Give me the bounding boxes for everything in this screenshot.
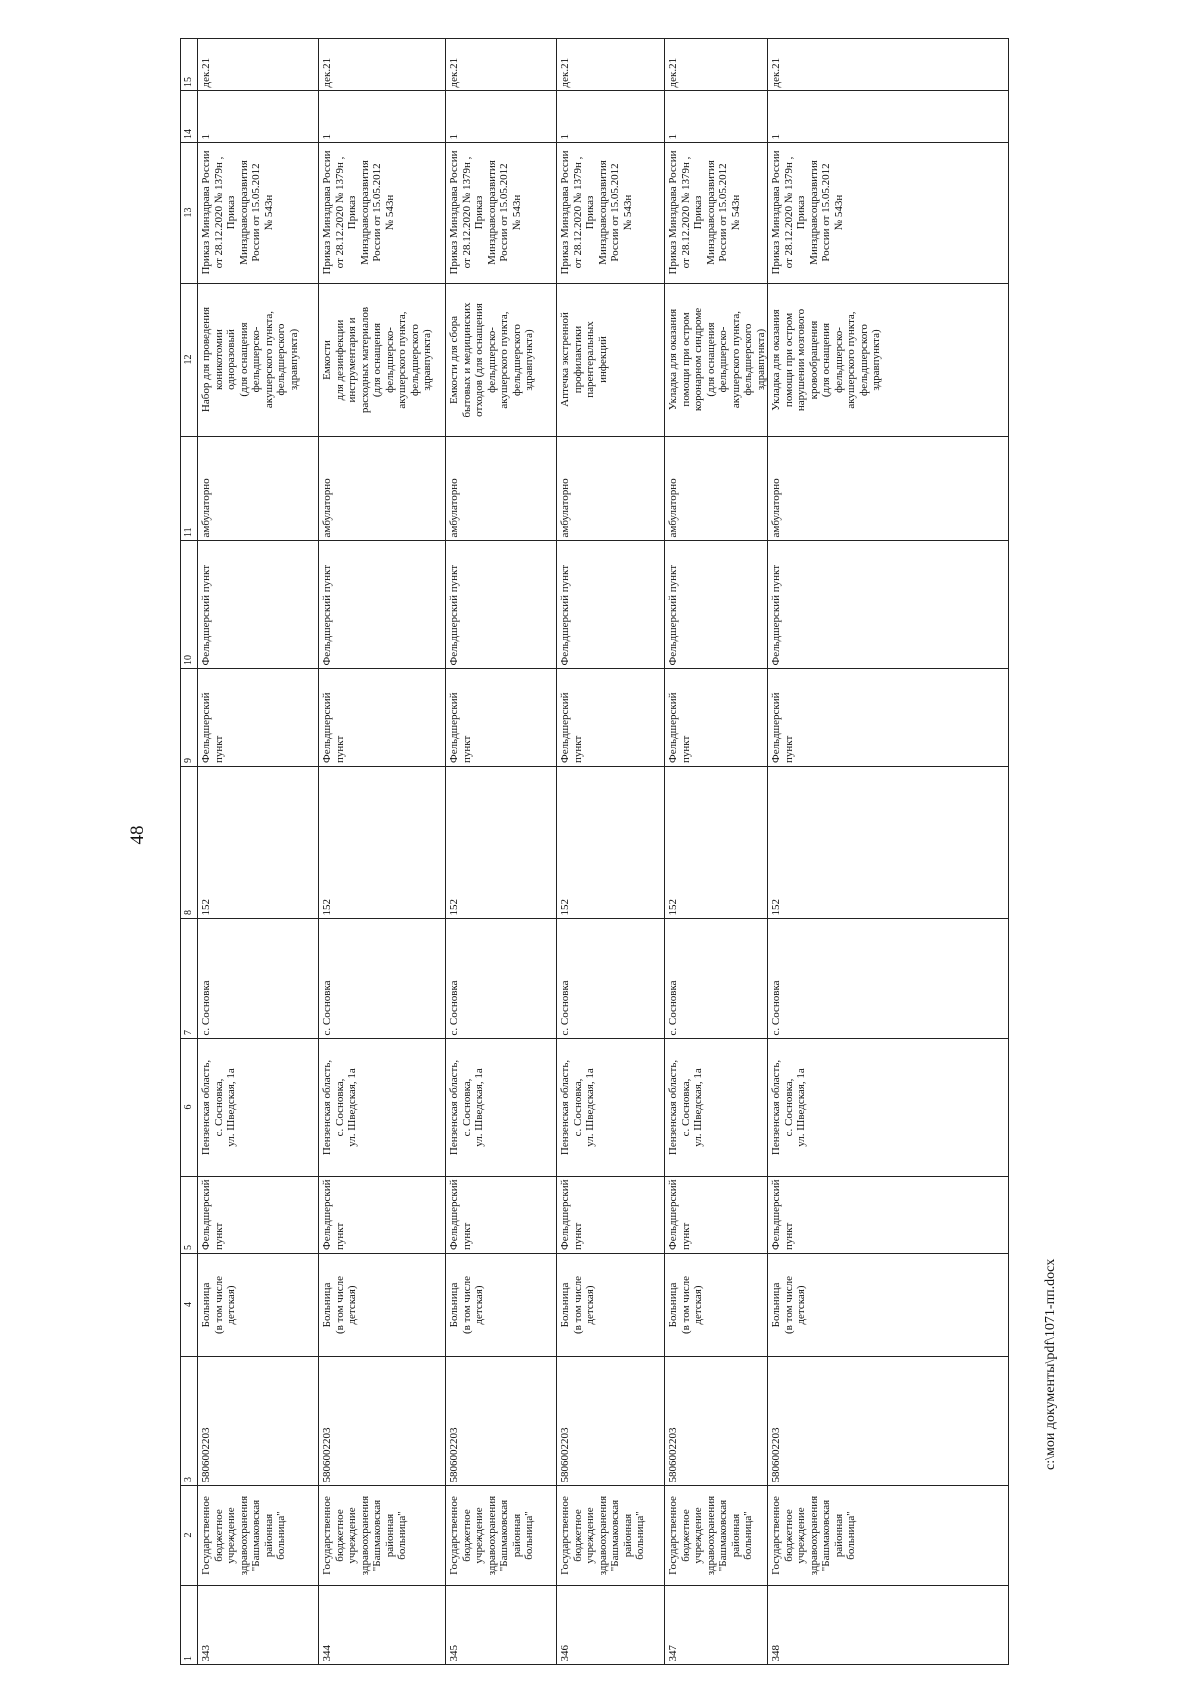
cell-text: амбулаторно [559, 477, 571, 537]
cell-text: 5806002203 [667, 1427, 679, 1482]
cell-text: 344 [321, 1644, 333, 1661]
cell-text: Государственное бюджетное учреждение здравоохранения "Башмаковская районная больница" [559, 1495, 646, 1575]
cell-col-4 [198, 1254, 318, 1357]
column-number: 6 [183, 1104, 194, 1110]
header-cell-2 [181, 1486, 197, 1586]
cell-text: Пензенская область, с. Сосновка, ул. Шведская, 1а [448, 1059, 485, 1155]
cell-col-15 [768, 39, 1008, 91]
cell-text: 348 [770, 1644, 782, 1661]
header-cell-11 [181, 437, 197, 541]
header-cell-14 [181, 91, 197, 143]
cell-text: Приказ Минздрава России от 28.12.2020 № 1379н , Приказ Минздравсоцразвития России от 15.05.2012 № 543н [667, 150, 742, 275]
cell-col-3 [665, 1357, 767, 1486]
cell-text: 347 [667, 1644, 679, 1661]
table-header-row [181, 39, 198, 1665]
column-number: 4 [183, 1302, 194, 1307]
cell-col-11 [198, 437, 318, 541]
column-number: 13 [183, 207, 194, 218]
cell-col-9 [768, 669, 1008, 767]
cell-text: Укладка для оказания помощи при остром коронарном синдроме (для оснащения фельдшерско- акушерского пункта, фельдшерского здравпункта) [667, 307, 767, 412]
cell-col-13 [198, 143, 318, 284]
footer-file-path: c:\мои документы\pdf\1071-пп.docx [1043, 1258, 1058, 1470]
cell-text: Фельдшерский пункт [448, 692, 473, 763]
cell-col-2 [198, 1486, 318, 1586]
cell-text: Фельдшерский пункт [321, 1179, 346, 1250]
column-number: 12 [183, 354, 194, 365]
cell-text: 152 [770, 898, 782, 915]
cell-col-2 [768, 1486, 1008, 1586]
cell-text: Фельдшерский пункт [321, 564, 333, 665]
cell-col-4 [665, 1254, 767, 1357]
cell-col-14 [446, 91, 556, 143]
cell-col-5 [665, 1177, 767, 1254]
cell-col-11 [665, 437, 767, 541]
cell-text: Фельдшерский пункт [559, 692, 584, 763]
header-cell-15 [181, 39, 197, 91]
cell-text: Пензенская область, с. Сосновка, ул. Шведская, 1а [559, 1059, 596, 1155]
cell-col-3 [557, 1357, 664, 1486]
cell-text: Государственное бюджетное учреждение здравоохранения "Башмаковская районная больница" [667, 1495, 754, 1575]
cell-col-6 [557, 1039, 664, 1177]
cell-col-11 [446, 437, 556, 541]
table-row [665, 39, 768, 1665]
cell-text: 152 [448, 898, 460, 915]
cell-text: Фельдшерский пункт [200, 1179, 225, 1250]
cell-col-12 [768, 284, 1008, 437]
column-number: 9 [183, 758, 194, 763]
cell-col-5 [198, 1177, 318, 1254]
cell-col-10 [319, 541, 445, 669]
cell-col-9 [446, 669, 556, 767]
header-cell-3 [181, 1357, 197, 1486]
cell-col-1 [319, 1586, 445, 1665]
cell-col-3 [446, 1357, 556, 1486]
cell-col-12 [319, 284, 445, 437]
header-cell-8 [181, 767, 197, 919]
cell-col-1 [198, 1586, 318, 1665]
cell-col-5 [557, 1177, 664, 1254]
header-cell-13 [181, 143, 197, 284]
column-number: 3 [183, 1477, 194, 1482]
table-row [557, 39, 665, 1665]
cell-text: Государственное бюджетное учреждение здравоохранения "Башмаковская районная больница" [770, 1495, 857, 1575]
cell-col-2 [446, 1486, 556, 1586]
cell-col-5 [768, 1177, 1008, 1254]
cell-text: амбулаторно [770, 477, 782, 537]
cell-text: амбулаторно [321, 477, 333, 537]
cell-text: с. Сосновка [321, 979, 333, 1035]
cell-col-4 [768, 1254, 1008, 1357]
column-number: 14 [183, 129, 194, 139]
cell-text: с. Сосновка [667, 979, 679, 1035]
cell-col-6 [319, 1039, 445, 1177]
cell-col-7 [198, 919, 318, 1039]
cell-text: Пензенская область, с. Сосновка, ул. Шведская, 1а [321, 1059, 358, 1155]
cell-text: Фельдшерский пункт [770, 564, 782, 665]
cell-text: Приказ Минздрава России от 28.12.2020 № 1379н , Приказ Минздравсоцразвития России от 15.05.2012 № 543н [559, 150, 634, 275]
cell-text: Пензенская область, с. Сосновка, ул. Шведская, 1а [200, 1059, 237, 1155]
cell-text: 1 [448, 133, 460, 139]
cell-text: Больница (в том числе детская) [667, 1275, 704, 1334]
cell-text: Приказ Минздрава России от 28.12.2020 № 1379н , Приказ Минздравсоцразвития России от 15.05.2012 № 543н [321, 150, 396, 275]
column-number: 15 [183, 77, 194, 87]
cell-col-6 [446, 1039, 556, 1177]
header-cell-4 [181, 1254, 197, 1357]
cell-text: Больница (в том числе детская) [559, 1275, 596, 1334]
cell-text: 5806002203 [448, 1427, 460, 1482]
cell-text: Фельдшерский пункт [448, 564, 460, 665]
header-cell-12 [181, 284, 197, 437]
cell-col-4 [319, 1254, 445, 1357]
cell-text: Фельдшерский пункт [321, 692, 346, 763]
cell-text: Емкости для сбора бытовых и медицинских отходов (для оснащения фельдшерско- акушерского пункта, фельдшерского здравпункта) [448, 301, 535, 418]
header-cell-5 [181, 1177, 197, 1254]
cell-text: Фельдшерский пункт [200, 564, 212, 665]
cell-col-1 [557, 1586, 664, 1665]
cell-col-9 [198, 669, 318, 767]
cell-text: дек.21 [200, 57, 212, 87]
table-row [319, 39, 446, 1665]
cell-col-13 [665, 143, 767, 284]
cell-text: Фельдшерский пункт [667, 692, 692, 763]
cell-text: дек.21 [667, 57, 679, 87]
column-number: 2 [183, 1532, 194, 1538]
cell-col-4 [557, 1254, 664, 1357]
cell-text: Приказ Минздрава России от 28.12.2020 № 1379н , Приказ Минздравсоцразвития России от 15.05.2012 № 543н [770, 150, 845, 275]
cell-text: Фельдшерский пункт [770, 1179, 795, 1250]
cell-col-14 [665, 91, 767, 143]
cell-col-1 [446, 1586, 556, 1665]
column-number: 11 [183, 527, 194, 537]
cell-col-15 [198, 39, 318, 91]
header-cell-6 [181, 1039, 197, 1177]
cell-text: Государственное бюджетное учреждение здравоохранения "Башмаковская районная больница" [448, 1495, 535, 1575]
cell-text: 152 [321, 898, 333, 915]
cell-col-13 [768, 143, 1008, 284]
cell-col-9 [557, 669, 664, 767]
cell-col-12 [665, 284, 767, 437]
cell-text: Фельдшерский пункт [448, 1179, 473, 1250]
cell-text: с. Сосновка [448, 979, 460, 1035]
cell-col-10 [768, 541, 1008, 669]
cell-col-13 [319, 143, 445, 284]
cell-text: с. Сосновка [770, 979, 782, 1035]
cell-col-11 [768, 437, 1008, 541]
cell-text: Емкости для дезинфекции инструментария и расходных материалов (для оснащения фельдшерско- акушерского пункта, фельдшерского здравпункта) [321, 306, 433, 413]
cell-col-6 [768, 1039, 1008, 1177]
cell-col-2 [665, 1486, 767, 1586]
cell-text: 1 [667, 133, 679, 139]
table-row [446, 39, 557, 1665]
cell-col-11 [557, 437, 664, 541]
cell-col-6 [665, 1039, 767, 1177]
cell-col-3 [198, 1357, 318, 1486]
cell-text: 5806002203 [559, 1427, 571, 1482]
page-number: 48 [127, 825, 148, 845]
cell-col-9 [665, 669, 767, 767]
cell-text: дек.21 [321, 57, 333, 87]
cell-col-6 [198, 1039, 318, 1177]
cell-col-10 [446, 541, 556, 669]
cell-col-10 [198, 541, 318, 669]
cell-col-7 [446, 919, 556, 1039]
cell-col-3 [319, 1357, 445, 1486]
cell-text: с. Сосновка [559, 979, 571, 1035]
cell-text: 5806002203 [200, 1427, 212, 1482]
column-number: 1 [183, 1656, 194, 1661]
cell-text: дек.21 [770, 57, 782, 87]
cell-text: Фельдшерский пункт [559, 1179, 584, 1250]
cell-text: Больница (в том числе детская) [448, 1275, 485, 1334]
cell-col-15 [557, 39, 664, 91]
cell-col-8 [665, 767, 767, 919]
cell-col-8 [557, 767, 664, 919]
cell-text: амбулаторно [448, 477, 460, 537]
data-table [180, 38, 1009, 1665]
cell-col-7 [319, 919, 445, 1039]
cell-text: дек.21 [559, 57, 571, 87]
cell-col-8 [319, 767, 445, 919]
table-row [198, 39, 319, 1665]
column-number: 7 [183, 1030, 194, 1035]
cell-col-7 [557, 919, 664, 1039]
cell-text: 1 [559, 133, 571, 139]
cell-col-15 [446, 39, 556, 91]
cell-text: Приказ Минздрава России от 28.12.2020 № 1379н , Приказ Минздравсоцразвития России от 15.05.2012 № 543н [448, 150, 523, 275]
cell-col-14 [557, 91, 664, 143]
cell-col-11 [319, 437, 445, 541]
cell-col-12 [446, 284, 556, 437]
header-cell-9 [181, 669, 197, 767]
cell-text: 1 [770, 133, 782, 139]
cell-text: 345 [448, 1644, 460, 1661]
cell-text: 1 [321, 133, 333, 139]
cell-text: Фельдшерский пункт [559, 564, 571, 665]
cell-text: Больница (в том числе детская) [321, 1275, 358, 1334]
cell-text: Набор для проведения коникотомии одноразовый (для оснащения фельдшерско- акушерского пункта, фельдшерского здравпункта) [200, 306, 300, 413]
cell-text: Больница (в том числе детская) [200, 1275, 237, 1334]
column-number: 10 [183, 655, 194, 665]
cell-col-15 [665, 39, 767, 91]
cell-col-2 [319, 1486, 445, 1586]
cell-text: Государственное бюджетное учреждение здравоохранения "Башмаковская районная больница" [200, 1495, 287, 1575]
cell-col-9 [319, 669, 445, 767]
cell-col-12 [557, 284, 664, 437]
cell-text: Фельдшерский пункт [667, 564, 679, 665]
cell-text: 343 [200, 1644, 212, 1661]
cell-text: 5806002203 [770, 1427, 782, 1482]
header-cell-7 [181, 919, 197, 1039]
cell-text: Пензенская область, с. Сосновка, ул. Шведская, 1а [770, 1059, 807, 1155]
cell-col-8 [768, 767, 1008, 919]
cell-text: Больница (в том числе детская) [770, 1275, 807, 1334]
cell-col-8 [446, 767, 556, 919]
cell-text: Фельдшерский пункт [667, 1179, 692, 1250]
cell-col-13 [446, 143, 556, 284]
cell-col-4 [446, 1254, 556, 1357]
cell-text: Пензенская область, с. Сосновка, ул. Шведская, 1а [667, 1059, 704, 1155]
cell-col-1 [768, 1586, 1008, 1665]
cell-col-14 [198, 91, 318, 143]
cell-text: Фельдшерский пункт [770, 692, 795, 763]
cell-col-12 [198, 284, 318, 437]
cell-text: Государственное бюджетное учреждение здравоохранения "Башмаковская районная больница" [321, 1495, 408, 1575]
cell-text: дек.21 [448, 57, 460, 87]
cell-col-14 [768, 91, 1008, 143]
cell-col-10 [665, 541, 767, 669]
cell-col-5 [319, 1177, 445, 1254]
cell-col-7 [665, 919, 767, 1039]
cell-text: Приказ Минздрава России от 28.12.2020 № 1379н , Приказ Минздравсоцразвития России от 15.05.2012 № 543н [200, 150, 275, 275]
cell-col-15 [319, 39, 445, 91]
cell-col-5 [446, 1177, 556, 1254]
cell-text: 152 [200, 898, 212, 915]
cell-text: 152 [559, 898, 571, 915]
cell-text: амбулаторно [667, 477, 679, 537]
cell-col-7 [768, 919, 1008, 1039]
cell-text: Фельдшерский пункт [200, 692, 225, 763]
cell-col-8 [198, 767, 318, 919]
header-cell-1 [181, 1586, 197, 1665]
cell-text: 346 [559, 1644, 571, 1661]
cell-text: 152 [667, 898, 679, 915]
cell-text: Аптечка экстренной профилактики парентеральных инфекций [559, 312, 609, 407]
cell-text: 5806002203 [321, 1427, 333, 1482]
table-row [768, 39, 1009, 1665]
cell-text: амбулаторно [200, 477, 212, 537]
cell-text: с. Сосновка [200, 979, 212, 1035]
cell-col-3 [768, 1357, 1008, 1486]
cell-col-10 [557, 541, 664, 669]
cell-text: Укладка для оказания помощи при остром нарушении мозгового кровообращения (для оснащения фельдшерско- акушерского пункта, фельдшерского здравпункта) [770, 308, 882, 411]
cell-col-13 [557, 143, 664, 284]
cell-col-14 [319, 91, 445, 143]
header-cell-10 [181, 541, 197, 669]
column-number: 8 [183, 910, 194, 915]
cell-text: 1 [200, 133, 212, 139]
cell-col-2 [557, 1486, 664, 1586]
column-number: 5 [183, 1245, 194, 1250]
cell-col-1 [665, 1586, 767, 1665]
